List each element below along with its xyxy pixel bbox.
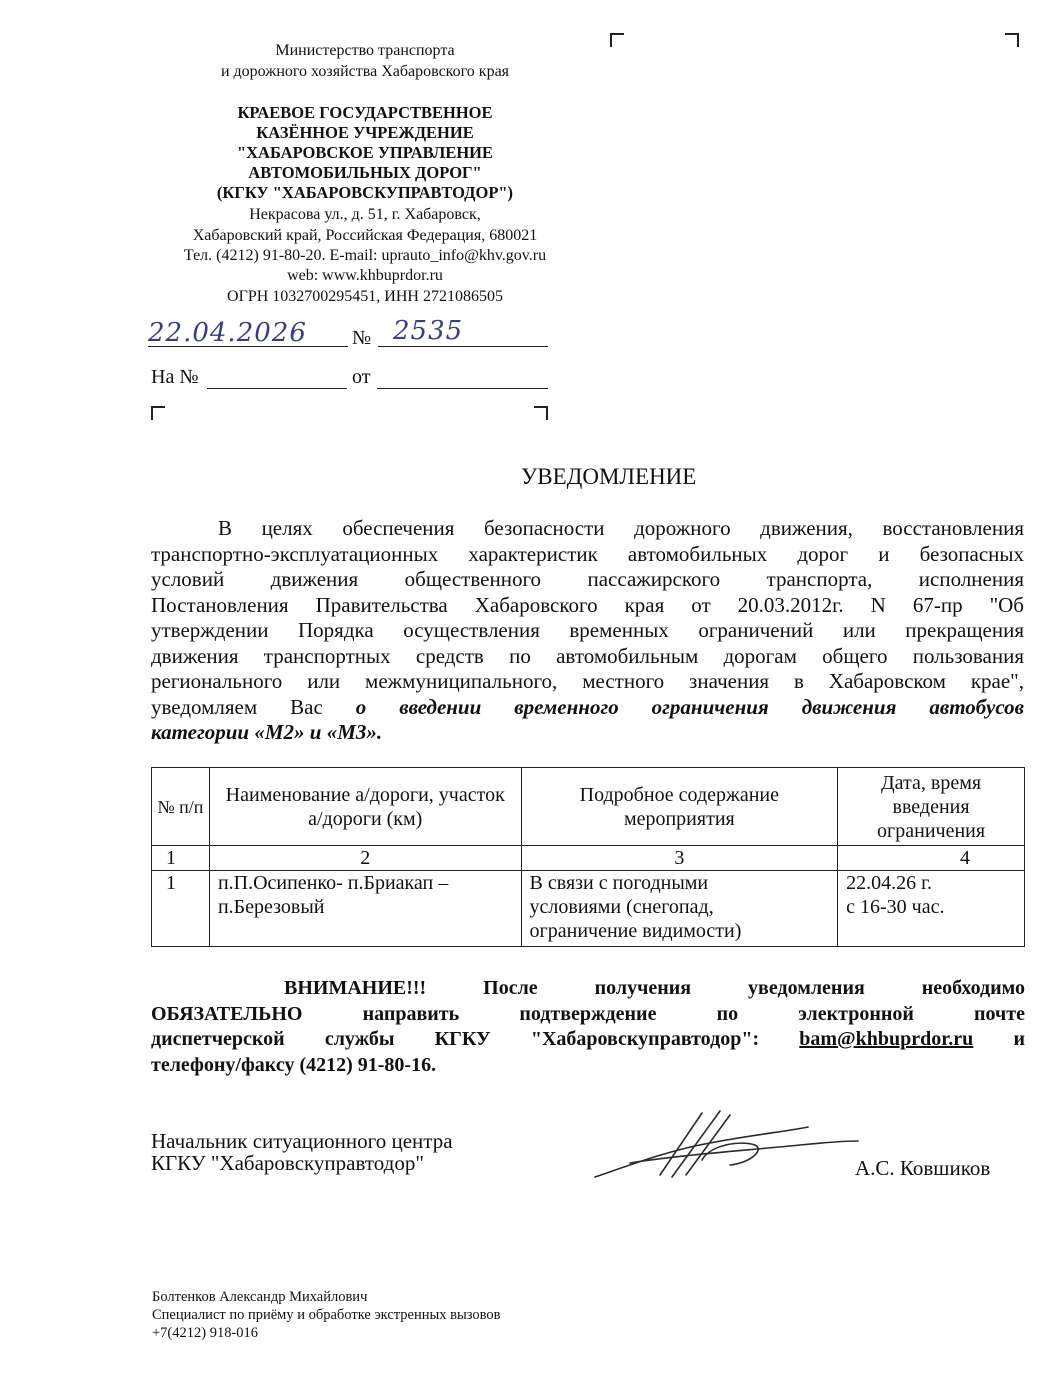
org-name-line-4: АВТОМОБИЛЬНЫХ ДОРОГ" (248, 163, 482, 182)
table-header-row (152, 768, 1025, 846)
header-cell-road: Наименование а/дороги, участок а/дороги (км) (209, 768, 521, 846)
handwritten-date: 22.04.2026 (148, 318, 307, 348)
row-1-road (209, 871, 521, 947)
header-cell-content: Подробное содержание мероприятия (521, 768, 838, 846)
row-1-content-line-1: В связи с погодными (529, 872, 709, 894)
row-1-road-line-1: п.П.Осипенко- п.Бриакап – (217, 872, 449, 894)
attention-line-1 (151, 976, 1025, 1002)
signatory-position (151, 1130, 453, 1174)
document-title: УВЕДОМЛЕНИЕ (521, 464, 697, 489)
signatory-position-line-1: Начальник ситуационного центра (151, 1129, 453, 1153)
row-1-date-line-1: 22.04.26 г. (846, 872, 933, 894)
column-number-2: 2 (209, 846, 521, 871)
web-line: web: www.khbuprdor.ru (287, 267, 443, 284)
body-line-1: В целях обеспечения безопасности дорожного движения, восстановления (218, 516, 1024, 540)
org-name-line-3: "ХАБАРОВСКОЕ УПРАВЛЕНИЕ (236, 143, 494, 162)
attention-line-3-text: диспетчерской службы КГКУ "Хабаровскуправтодор": (151, 1028, 760, 1050)
ministry-line-1: Министерство транспорта (275, 42, 455, 59)
executor-name: Болтенков Александр Михайлович (152, 1289, 368, 1305)
executor-block (152, 1288, 500, 1342)
signatory-name: А.С. Ковшиков (855, 1156, 991, 1180)
dispatch-email-link[interactable]: bam@khbuprdor.ru (799, 1028, 974, 1050)
attention-block (151, 976, 1025, 1078)
org-name-line-2: КАЗЁННОЕ УЧРЕЖДЕНИЕ (256, 123, 474, 142)
body-line-8-emphasis: о введении временного ограничения движения автобусов (355, 694, 1024, 719)
reply-number-underline (207, 388, 347, 389)
column-number-3: 3 (521, 846, 838, 871)
attention-line-2: ОБЯЗАТЕЛЬНО направить подтверждение по электронной почте (151, 1002, 1025, 1025)
body-line-8-plain: уведомляем Вас (151, 694, 323, 719)
attention-lead: ВНИМАНИЕ!!! (284, 977, 427, 999)
executor-phone: +7(4212) 918-016 (152, 1325, 259, 1341)
org-name-line-5: (КГКУ "ХАБАРОВСКУПРАВТОДОР") (216, 183, 514, 202)
body-line-4: Постановления Правительства Хабаровского края от 20.03.2012г. N 67-пр "Об (151, 592, 1024, 617)
restriction-table (151, 767, 1025, 947)
column-number-4: 4 (838, 846, 1025, 871)
body-line-9 (151, 720, 1024, 746)
row-1-road-line-2: п.Березовый (217, 896, 325, 918)
body-line-8 (151, 695, 1024, 721)
address-line-1: Некрасова ул., д. 51, г. Хабаровск, (249, 206, 481, 223)
table-number-row (152, 846, 1025, 871)
ogrn-inn-line: ОГРН 1032700295451, ИНН 2721086505 (227, 288, 503, 305)
contacts-line: Тел. (4212) 91-80-20. E-mail: uprauto_info@khv.gov.ru (183, 247, 547, 264)
subject-corner-right (534, 406, 548, 420)
body-line-3: условий движения общественного пассажирского транспорта, исполнения (151, 567, 1024, 591)
addressee-corner-right (1005, 33, 1019, 47)
number-label: № (352, 327, 372, 349)
handwritten-number: 2535 (393, 316, 464, 346)
header-cell-number: № п/п (152, 768, 210, 846)
body-line-9-emphasis: категории «М2» и «М3». (151, 720, 383, 744)
notice-body (151, 516, 1024, 746)
attention-line-3-tail: и (1013, 1028, 1025, 1050)
attention-line-1-rest: После получения уведомления необходимо (483, 977, 1026, 999)
header-cell-date: Дата, время введения ограничения (838, 768, 1025, 846)
body-line-6: движения транспортных средств по автомобильным дорогам общего пользования (151, 643, 1024, 668)
address-line-2: Хабаровский край, Российская Федерация, 680021 (192, 227, 538, 244)
addressee-corner-left (610, 33, 624, 47)
ministry-line-2: и дорожного хозяйства Хабаровского края (220, 63, 510, 80)
row-1-number: 1 (152, 871, 210, 947)
reply-label: На № (151, 366, 199, 388)
attention-line-4: телефону/факсу (4212) 91-80-16. (151, 1053, 437, 1076)
from-date-underline (377, 388, 548, 389)
body-line-7: регионального или межмуниципального, местного значения в Хабаровском крае", (151, 669, 1024, 693)
row-1-content (521, 871, 838, 947)
number-underline (378, 346, 548, 347)
from-label: от (352, 366, 371, 388)
row-1-date (838, 871, 1025, 947)
attention-line-3 (151, 1027, 1025, 1053)
row-1-content-line-2: условиями (снегопад, (529, 896, 714, 918)
executor-position: Специалист по приёму и обработке экстренных вызовов (152, 1307, 501, 1323)
subject-corner-left (151, 406, 165, 420)
column-number-1: 1 (152, 846, 210, 871)
org-name-line-1: КРАЕВОЕ ГОСУДАРСТВЕННОЕ (237, 103, 493, 122)
handwritten-signature (590, 1105, 860, 1185)
signatory-position-line-2: КГКУ "Хабаровскуправтодор" (151, 1151, 424, 1175)
body-line-5: утверждении Порядка осуществления временных ограничений или прекращения (151, 618, 1024, 642)
row-1-content-line-3: ограничение видимости) (529, 920, 742, 942)
date-underline (148, 346, 348, 347)
row-1-date-line-2: с 16-30 час. (846, 896, 945, 918)
body-line-2: транспортно-эксплуатационных характеристик автомобильных дорог и безопасных (151, 541, 1024, 566)
table-row (152, 871, 1025, 947)
